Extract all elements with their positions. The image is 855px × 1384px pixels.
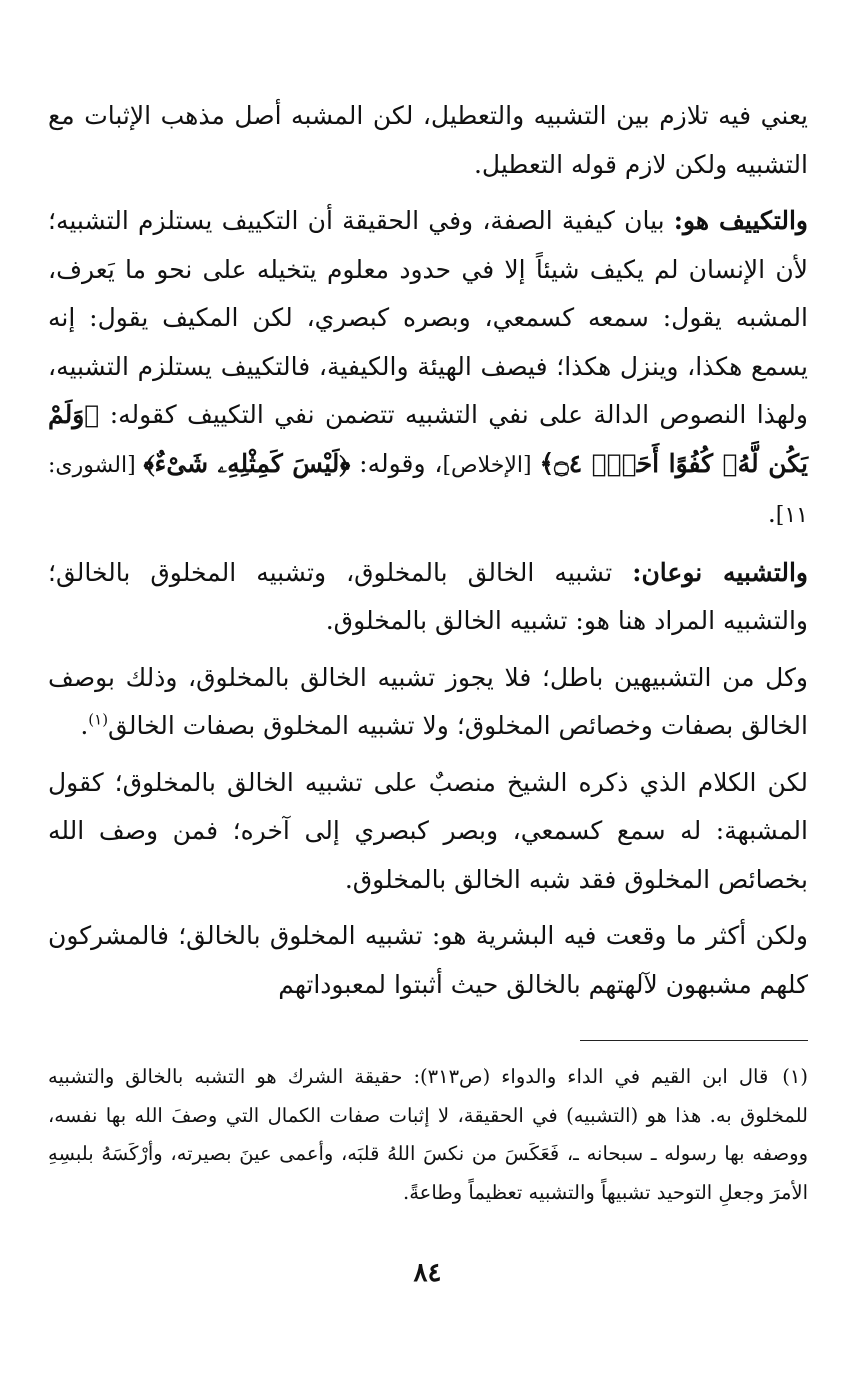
main-text	[48, 92, 808, 1017]
verse-reference-ikhlas: [الإخلاص]	[442, 452, 540, 478]
verse-reference-shura: [الشورى: ١١]	[48, 452, 808, 528]
term-tashbih-types: والتشبيه نوعان:	[632, 557, 808, 587]
paragraph-4	[48, 654, 808, 751]
quran-verse-ikhlas: ﴿وَلَمْ يَكُن لَّهُۥ كُفُوًا أَحَدٌۢ ۝٤﴾	[48, 400, 808, 478]
footnote	[48, 1058, 808, 1212]
paragraph-2	[48, 197, 808, 541]
paragraph-2-text-c: .	[767, 499, 776, 528]
paragraph-5-text: لكن الكلام الذي ذكره الشيخ منصبٌ على تشبيه الخالق بالمخلوق؛ كقول المشبهة: له سمع كسمعي، وبصر كبصري إلى آخره؛ فمن وصف الله بخصائص المخلوق فقد شبه الخالق بالمخلوق.	[48, 767, 808, 894]
quran-verse-shura: ﴿لَيْسَ كَمِثْلِهِۦ شَىْءٌ﴾	[143, 448, 351, 478]
footnote-number: (١)	[782, 1065, 808, 1088]
paragraph-4-text-end: .	[80, 711, 89, 740]
paragraph-2-text-b: ، وقوله:	[350, 448, 443, 478]
paragraph-5	[48, 759, 808, 905]
page-number: ٨٤	[413, 1258, 442, 1288]
paragraph-3	[48, 549, 808, 646]
footnote-separator	[580, 1040, 808, 1041]
term-takyif: والتكييف هو:	[673, 206, 809, 235]
footnote-reference-mark[interactable]: (١)	[88, 710, 109, 729]
paragraph-1	[48, 92, 808, 189]
footnote-text: قال ابن القيم في الداء والدواء (ص٣١٣): حقيقة الشرك هو التشبه بالخالق والتشبيه للمخلوق به. هذا هو (التشبيه) في الحقيقة، لا إثبات صفات الكمال التي وصفَ الله بها نفسه، ووصفه بها رسوله ـ سبحانه ـ، فَعَكَسَ من نكسَ اللهُ قلبَه، وأعمى عينَ بصيرته، وأرْكَسَهُ بلبسِهِ الأمرَ وجعلِ التوحيد تشبيهاً والتشبيه تعظيماً وطاعةً.	[48, 1065, 808, 1204]
paragraph-1-text: يعني فيه تلازم بين التشبيه والتعطيل، لكن المشبه أصل مذهب الإثبات مع التشبيه ولكن لازم قوله التعطيل.	[48, 101, 808, 179]
paragraph-2-text-a: بيان كيفية الصفة، وفي الحقيقة أن التكييف يستلزم التشبيه؛ لأن الإنسان لم يكيف شيئاً إلا في حدود معلوم يتخيله على نحو ما يَعرف، المشبه يقول: سمعه كسمعي، وبصره كبصري، لكن المكيف يقول: إنه يسمع هكذا، وينزل هكذا؛ فيصف الهيئة والكيفية، فالتكييف يستلزم التشبيه، ولهذا النصوص الدالة على نفي التشبيه تتضمن نفي التكييف كقوله:	[48, 206, 808, 429]
paragraph-3-text: تشبيه الخالق بالمخلوق، وتشبيه المخلوق بالخالق؛ والتشبيه المراد هنا هو: تشبيه الخالق بالمخلوق.	[48, 557, 808, 635]
paragraph-6-text: ولكن أكثر ما وقعت فيه البشرية هو: تشبيه المخلوق بالخالق؛ فالمشركون كلهم مشبهون لآلهتهم بالخالق حيث أثبتوا لمعبوداتهم	[48, 921, 808, 999]
paragraph-6	[48, 912, 808, 1009]
paragraph-4-text: وكل من التشبيهين باطل؛ فلا يجوز تشبيه الخالق بالمخلوق، وذلك بوصف الخالق بصفات وخصائص المخلوق؛ ولا تشبيه المخلوق بصفات الخالق	[48, 662, 808, 740]
